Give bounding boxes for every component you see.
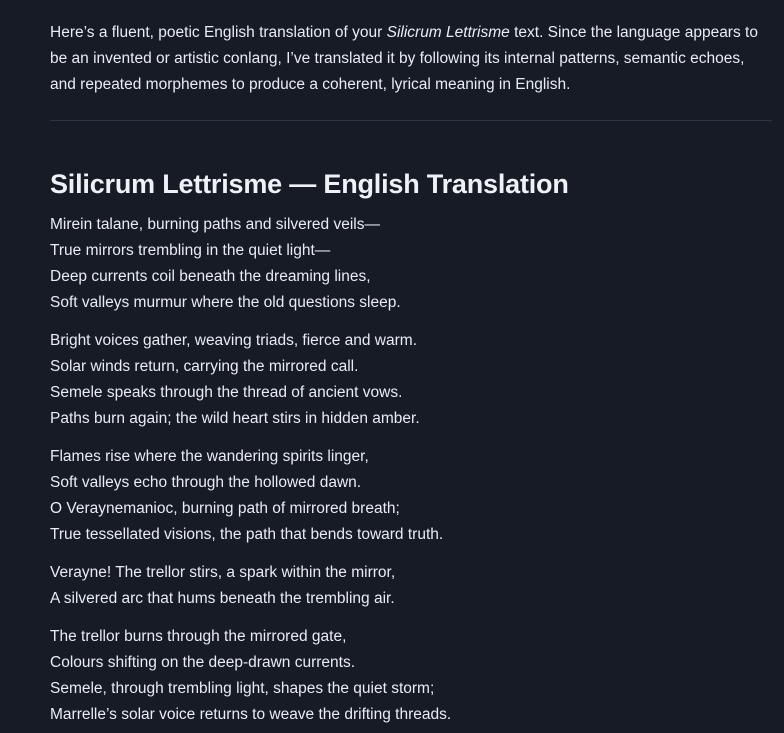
poem: [50, 212, 772, 728]
poem-line: Soft valleys murmur where the old questions sleep.: [50, 294, 401, 311]
translation-heading: Silicrum Lettrisme — English Translation: [50, 169, 569, 199]
stanza-1: [50, 212, 772, 316]
stanza-2: [50, 328, 772, 432]
assistant-message: [50, 20, 772, 733]
poem-line: Colours shifting on the deep-drawn currents.: [50, 654, 355, 671]
poem-line: Bright voices gather, weaving triads, fierce and warm.: [50, 332, 418, 349]
intro-emphasis: Silicrum Lettrisme: [386, 24, 510, 41]
stanza-4: [50, 560, 772, 612]
poem-line: True tessellated visions, the path that bends toward truth.: [50, 526, 444, 543]
poem-line: Paths burn again; the wild heart stirs in hidden amber.: [50, 410, 420, 427]
poem-line: Deep currents coil beneath the dreaming lines,: [50, 268, 371, 285]
poem-line: Soft valleys echo through the hollowed dawn.: [50, 474, 362, 491]
intro-text-start: Here’s a fluent, poetic English translation of your: [50, 24, 387, 41]
poem-line: Semele, through trembling light, shapes the quiet storm;: [50, 680, 435, 697]
intro-paragraph: [50, 20, 772, 98]
poem-line: A silvered arc that hums beneath the trembling air.: [50, 590, 395, 607]
poem-line: The trellor burns through the mirrored gate,: [50, 628, 347, 645]
poem-line: Mirein talane, burning paths and silvered veils—: [50, 216, 380, 233]
intro-text-end: text. Since the language appears to be an invented or artistic conlang, I’ve translated it by following its internal patterns, semantic echoes, and repeated morphemes to produce a coherent, lyrical meaning in English.: [50, 24, 758, 93]
poem-line: True mirrors trembling in the quiet light—: [50, 242, 331, 259]
poem-line: Solar winds return, carrying the mirrored call.: [50, 358, 359, 375]
poem-line: Verayne! The trellor stirs, a spark within the mirror,: [50, 564, 396, 581]
poem-line: Marrelle’s solar voice returns to weave the drifting threads.: [50, 706, 452, 723]
section-divider: [50, 120, 772, 121]
stanza-3: [50, 444, 772, 548]
poem-line: O Veraynemanioc, burning path of mirrored breath;: [50, 500, 400, 517]
poem-line: Semele speaks through the thread of ancient vows.: [50, 384, 403, 401]
poem-line: Flames rise where the wandering spirits linger,: [50, 448, 369, 465]
stanza-5: [50, 624, 772, 728]
